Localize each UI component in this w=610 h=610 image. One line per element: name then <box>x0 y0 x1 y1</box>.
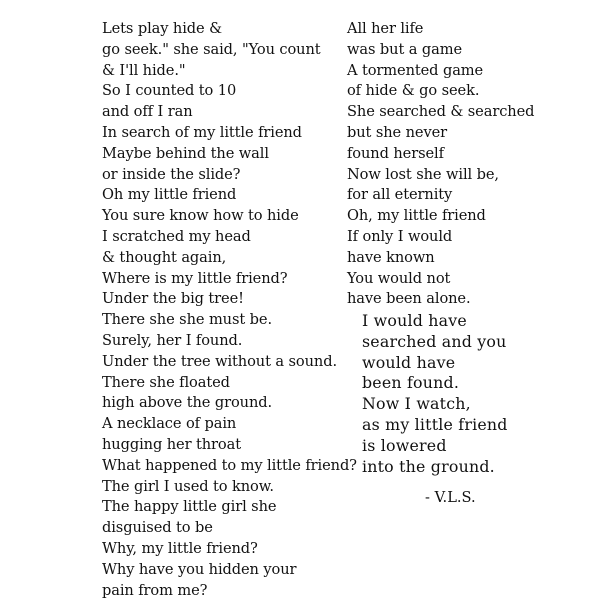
poem-line: go seek." she said, "You count <box>102 40 321 58</box>
poem-line: All her life <box>347 20 424 37</box>
poem-right-column <box>347 19 534 310</box>
poem-line: pain from me? <box>102 581 208 599</box>
poem-line: A necklace of pain <box>102 415 237 433</box>
poem-line: hugging her throat <box>102 435 241 453</box>
poem-line: Surely, her I found. <box>102 331 243 349</box>
poem-line: She searched & searched <box>347 103 535 121</box>
poem-line: The girl I used to know. <box>102 477 274 495</box>
poem-line: for all eternity <box>347 186 453 204</box>
poem-line: The happy little girl she <box>102 498 277 516</box>
poem-line: into the ground. <box>362 456 495 476</box>
poem-left-column <box>102 19 357 601</box>
poem-line: or inside the slide? <box>102 165 241 183</box>
poem-line: You would not <box>347 269 451 287</box>
poem-line: What happened to my little friend? <box>102 456 357 474</box>
poem-right-lower-stanza <box>362 311 508 477</box>
poem-line: In search of my little friend <box>102 123 302 141</box>
author-signature: - V.L.S. <box>425 489 476 506</box>
poem-line: have been alone. <box>347 290 471 308</box>
poem-line: Under the tree without a sound. <box>102 352 337 370</box>
poem-line: Why have you hidden your <box>102 560 297 578</box>
poem-line: There she floated <box>102 373 230 391</box>
poem-line: but she never <box>347 123 448 141</box>
poem-line: I scratched my head <box>102 227 251 245</box>
poem-line: & thought again, <box>102 248 227 266</box>
poem-line: If only I would <box>347 227 453 245</box>
poem-line: disguised to be <box>102 519 213 537</box>
poem-line: & I'll hide." <box>102 61 186 79</box>
poem-line: is lowered <box>362 435 447 455</box>
poem-line: would have <box>362 352 456 372</box>
poem-line: Under the big tree! <box>102 290 244 308</box>
poem-line: high above the ground. <box>102 394 273 412</box>
poem-line: You sure know how to hide <box>102 207 299 225</box>
poem-line: There she she must be. <box>102 311 272 329</box>
poem-line: Lets play hide & <box>102 20 222 37</box>
poem-line: Now lost she will be, <box>347 165 499 183</box>
poem-line: of hide & go seek. <box>347 82 480 100</box>
poem-line: searched and you <box>362 331 507 351</box>
poem-line: and off I ran <box>102 103 193 121</box>
poem-line: Oh my little friend <box>102 186 237 204</box>
poem-line: have known <box>347 248 435 266</box>
poem-line: A tormented game <box>347 61 484 79</box>
poem-line: Maybe behind the wall <box>102 144 269 162</box>
poem-line: as my little friend <box>362 414 508 434</box>
poem-line: Why, my little friend? <box>102 539 258 557</box>
poem-line: I would have <box>362 311 467 330</box>
poem-line: been found. <box>362 373 460 393</box>
poem-line: Now I watch, <box>362 394 471 414</box>
poem-line: Oh, my little friend <box>347 207 486 225</box>
poem-line: So I counted to 10 <box>102 82 237 100</box>
poem-line: found herself <box>347 144 444 162</box>
poem-line: Where is my little friend? <box>102 269 288 287</box>
poem-line: was but a game <box>347 40 463 58</box>
